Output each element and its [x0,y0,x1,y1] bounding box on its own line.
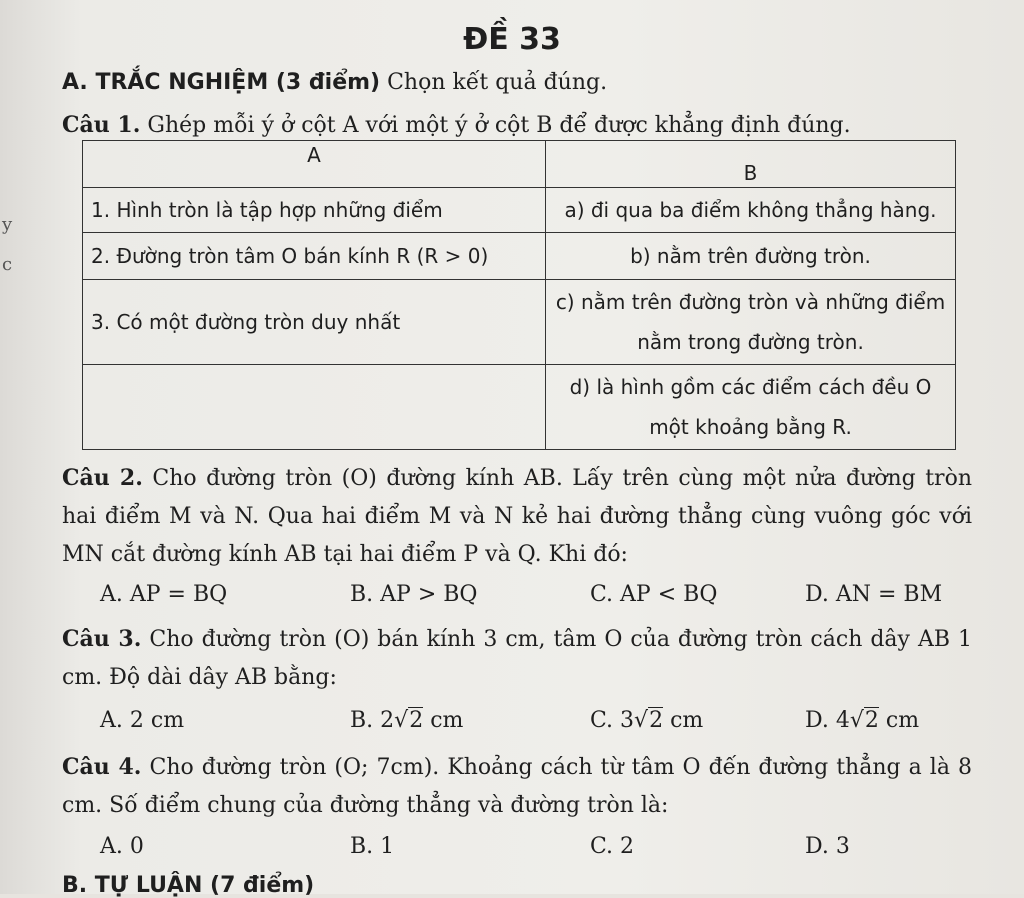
column-a-item: 2. Đường tròn tâm O bán kính R (R > 0) [83,233,546,280]
answer-option[interactable] [805,708,919,733]
option-coefficient: 2 [129,708,144,733]
option-radicand: 2 [409,708,424,733]
column-b-item: d) là hình gồm các điểm cách đều O một khoảng bằng R. [546,365,956,450]
section-b-heading: B. TỰ LUẬN (7 điểm) [62,873,315,898]
question-text: Cho đường tròn (O) đường kính AB. Lấy trên cùng một nửa đường tròn hai điểm M và N. Qua hai điểm M và N kẻ hai đường thẳng cùng vuông góc với MN cắt đường kính AB tại hai điểm P và Q. Khi đó: [62,466,972,567]
sqrt-sign: √ [394,708,409,733]
option-coefficient: 4 [835,708,850,733]
option-letter: B. [350,708,374,733]
option-letter: A. [100,708,123,733]
column-a-header: A [83,141,546,188]
question-text: Cho đường tròn (O) bán kính 3 cm, tâm O của đường tròn cách dây AB 1 cm. Độ dài dây AB bằng: [62,627,973,690]
sqrt-sign: √ [849,708,864,733]
option-unit: cm [670,708,704,733]
column-a-item: 3. Có một đường tròn duy nhất [83,280,546,365]
question-text: Ghép mỗi ý ở cột A với một ý ở cột B để được khẳng định đúng. [147,113,851,138]
option-letter: C. [590,708,614,733]
column-b-item: c) nằm trên đường tròn và những điểm nằm trong đường tròn. [546,280,956,365]
section-a-instruction: Chọn kết quả đúng. [387,70,608,95]
answer-option[interactable]: B. 1 [350,834,395,859]
exam-title: ĐỀ 33 [463,22,561,57]
option-radicand: 2 [649,708,664,733]
question-3 [62,620,972,697]
answer-option[interactable]: D. 3 [805,834,850,859]
column-b-item: a) đi qua ba điểm không thẳng hàng. [546,188,956,233]
option-letter: D. [805,708,829,733]
matching-table [82,140,956,450]
margin-marks [2,205,12,285]
question-text: Cho đường tròn (O; 7cm). Khoảng cách từ tâm O đến đường thẳng a là 8 cm. Số điểm chung của đường thẳng và đường tròn là: [62,755,972,818]
answer-option[interactable]: B. AP > BQ [350,582,478,607]
option-unit: cm [150,708,185,733]
column-a-item: 1. Hình tròn là tập hợp những điểm [83,188,546,233]
option-coefficient: 2 [380,708,395,733]
question-label: Câu 2. [62,465,143,491]
question-label: Câu 1. [62,112,141,138]
answer-option[interactable] [100,708,184,733]
answer-option[interactable]: A. AP = BQ [100,582,228,607]
margin-mark: c [2,254,13,275]
sqrt-sign: √ [634,708,649,733]
option-unit: cm [430,708,464,733]
section-a-label: A. TRẮC NGHIỆM (3 điểm) [62,70,381,95]
question-1 [62,112,851,138]
answer-option[interactable] [590,708,703,733]
column-b-item: b) nằm trên đường tròn. [546,233,956,280]
question-label: Câu 3. [62,626,142,652]
answer-option[interactable]: C. 2 [590,834,635,859]
option-radicand: 2 [864,708,879,733]
column-b-header: B [546,141,956,188]
question-label: Câu 4. [62,754,142,780]
option-unit: cm [885,708,920,733]
margin-mark: y [2,214,13,235]
question-4 [62,748,972,825]
column-a-item [83,365,546,450]
question-2 [62,459,972,574]
section-a-heading [62,70,607,95]
answer-option[interactable]: D. AN = BM [805,582,943,607]
answer-option[interactable]: C. AP < BQ [590,582,718,607]
option-coefficient: 3 [620,708,635,733]
answer-option[interactable] [350,708,463,733]
answer-option[interactable]: A. 0 [100,834,144,859]
